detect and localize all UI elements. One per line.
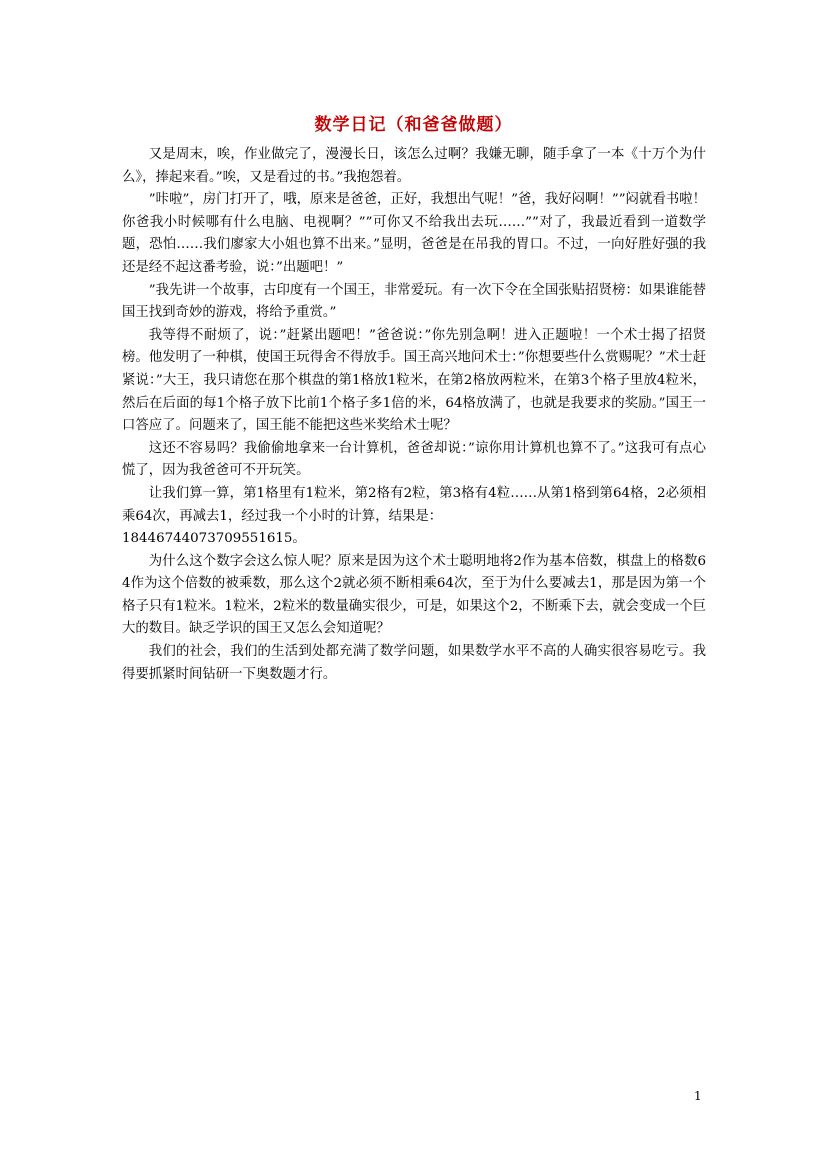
page-number: 1	[694, 1089, 702, 1103]
paragraph-8: 我们的社会，我们的生活到处都充满了数学问题，如果数学水平不高的人确实很容易吃亏。我得要抓紧时间钻研一下奥数题才行。	[122, 644, 706, 682]
paragraph-4: 我等得不耐烦了，说：”赶紧出题吧！”爸爸说：”你先别急啊！进入正题啦！一个术士揭了招贤榜。他发明了一种棋，使国王玩得舍不得放手。国王高兴地问术士：”你想要些什么赏赐呢？”术士赶紧说：”大王，我只请您在那个棋盘的第1格放1粒米，在第2格放两粒米，在第3个格子里放4粒米，然后在后面的每1个格子放下比前1个格子多1倍的米，64格放满了，也就是我要求的奖励。”国王一口答应了。问题来了，国王能不能把这些米奖给术士呢？	[122, 327, 706, 434]
document-title: 数学日记（和爸爸做题）	[314, 115, 513, 135]
paragraph-6: 让我们算一算，第1格里有1粒米，第2格有2粒，第3格有4粒……从第1格到第64格，2必须相乘64次，再减去1，经过我一个小时的计算，结果是：	[122, 485, 706, 524]
paragraph-7: 为什么这个数字会这么惊人呢？原来是因为这个术士聪明地将2作为基本倍数，棋盘上的格数64作为这个倍数的被乘数，那么这个2就必须不断相乘64次，至于为什么要减去1，那是因为第一个格子只有1粒米。1粒米，2粒米的数量确实很少，可是，如果这个2，不断乘下去，就会变成一个巨大的数目。缺乏学识的国王又怎么会知道呢？	[122, 553, 706, 637]
paragraph-2: ”咔啦”，房门打开了，哦，原来是爸爸，正好，我想出气呢！”爸，我好闷啊！””闷就看书啦！你爸我小时候哪有什么电脑、电视啊？””可你又不给我出去玩……””对了，我最近看到一道数学题，恐怕……我们廖家大小姐也算不出来。”显明，爸爸是在吊我的胃口。不过，一向好胜好强的我还是经不起这番考验，说：”出题吧！”	[122, 192, 706, 275]
paragraph-3: ”我先讲一个故事，古印度有一个国王，非常爱玩。有一次下令在全国张贴招贤榜：如果谁能替国王找到奇妙的游戏，将给予重赏。”	[122, 282, 706, 321]
document-body	[122, 144, 706, 686]
paragraph-1: 又是周末，唉，作业做完了，漫漫长日，该怎么过啊？我嫌无聊，随手拿了一本《十万个为什么》，捧起来看。”唉，又是看过的书。”我抱怨着。	[122, 147, 706, 185]
result-number: 18446744073709551615。	[122, 531, 306, 547]
paragraph-5: 这还不容易吗？我偷偷地拿来一台计算机，爸爸却说：”谅你用计算机也算不了。”这我可有点心慌了，因为我爸爸可不开玩笑。	[122, 440, 706, 479]
